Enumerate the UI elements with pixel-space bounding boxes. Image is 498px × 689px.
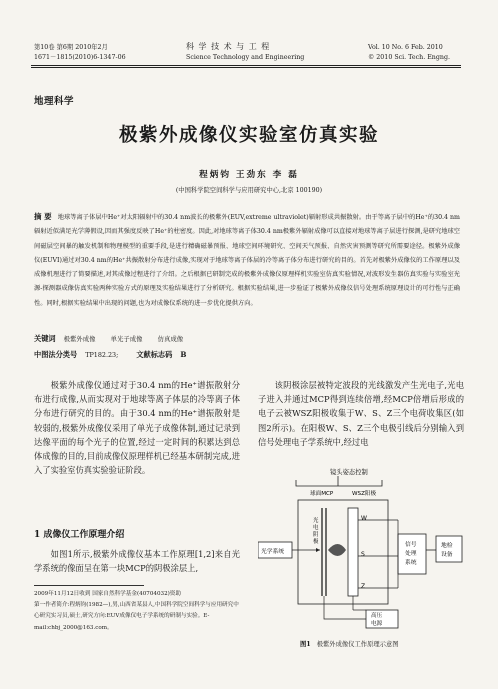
- photocathode-char: 极: [313, 539, 319, 545]
- photocathode-char: 光: [313, 518, 319, 524]
- keyword: 单光子成像: [110, 335, 143, 343]
- authors: 程炳钧 王劲东 李 磊: [199, 170, 299, 180]
- header-rule-2: [31, 67, 461, 68]
- journal-issn: 1671－1815(2010)6-1347-06: [34, 54, 126, 61]
- section-1-heading: 1 成像仪工作原理介绍: [34, 530, 125, 540]
- footnote-rule: [34, 585, 144, 586]
- classification: [34, 350, 192, 360]
- ground-equipment-box: [436, 536, 462, 562]
- figure-caption: [300, 639, 399, 648]
- optical-system-label: 光学系统: [261, 549, 285, 555]
- signal-processing-label: [405, 540, 418, 566]
- s-label: S: [361, 551, 365, 558]
- intro-paragraph: 极紫外成像仪通过对于30.4 nm的He⁺谱振散射分布进行成像,从而实现对于地球等离子体层的冷等离子体分布进行研究的目的。由于30.4 nm的He⁺谱振散射是较弱的,极紫外成像仪采用了单光子成像体制,通过记录到达像平面的每个光子的位置,经过一定时间的积累达到总体成像的目的,目前成像仪原理样机已经基本研制完成,进入了实验室仿真实验验证阶段。: [34, 380, 240, 476]
- hv-line: 高压: [371, 613, 383, 619]
- journal-name-cn: 科 学 技 术 与 工 程: [186, 42, 271, 51]
- journal-issue: 第10卷 第6期 2010年2月: [34, 44, 108, 51]
- sp-line: 处理: [405, 551, 417, 557]
- section-tag: 地理科学: [34, 96, 75, 107]
- doc-code-label: 文献标志码: [136, 350, 173, 359]
- keyword: 极紫外成像: [63, 335, 96, 343]
- classification-label: 中图法分类号: [34, 350, 78, 359]
- photocathode-char: 阴: [313, 532, 319, 538]
- photocathode-char: 电: [313, 525, 319, 531]
- mcp-label: 球面MCP: [310, 491, 334, 497]
- sp-line: 系统: [405, 560, 417, 566]
- z-label: Z: [361, 583, 366, 590]
- right-body: [258, 378, 464, 449]
- page-title: 极紫外成像仪实验室仿真实验: [118, 125, 379, 146]
- footnote: 2009年11月12日收到 国家自然科学基金(40704032)资助 第一作者简介:程炳钧(1982—),男,山西省某县人,中国科学院空间科学与应用研究中心研究实习员,硕士,研究方向:EUV成像仪电子学系统的研制与实验。E-mail:chbj_2000@163.com。: [34, 591, 239, 631]
- keywords-label: 关键词: [34, 334, 56, 343]
- hv-wire: [324, 596, 366, 619]
- figure-caption-text: 极紫外成像仪工作原理示意图: [316, 641, 399, 648]
- figure-1: [258, 464, 466, 632]
- anode-label: WSZ阳极: [352, 491, 377, 497]
- rec-line: 设备: [441, 552, 453, 558]
- anode-plate: [348, 508, 358, 596]
- sp-line: 信号: [405, 542, 417, 548]
- top-bracket: [296, 480, 382, 486]
- keyword: 仿真成像: [157, 335, 184, 343]
- journal-volume: Vol. 10 No. 6 Feb. 2010: [368, 44, 443, 51]
- header-rule: [31, 65, 461, 66]
- photocathode-label: [313, 516, 320, 545]
- figure-top-label: 镜头姿态控制: [330, 469, 368, 476]
- journal-name-en: Science Technology and Engineering: [186, 54, 305, 61]
- w-label: W: [361, 515, 367, 522]
- left-intro: [34, 378, 240, 477]
- journal-copyright: © 2010 Sci. Tech. Engng.: [368, 54, 450, 61]
- section-1-body: [34, 547, 240, 575]
- classification-code: TP182.23;: [85, 351, 119, 359]
- electron-cloud: [328, 544, 346, 556]
- rec-line: 地检: [441, 543, 453, 549]
- hv-line: 电源: [371, 621, 383, 627]
- abstract-text: 地球等离子体层中He⁺对太阳辐射中的30.4 nm波长的极紫外(EUV,extreme ultraviolet)辐射形成共振散射。由于等离子层中的He⁺的30.4 nm辐射近似满足光学薄假设,因而其强度反映了He⁺的柱密度。因此,对地球等离子体30.4 nm极紫外辐射成像可以直接对地球等离子层进行探测,是研究地球空间磁层空间暴的触发机制和物理模型的重要手段,是进行精确磁暴预报、地球空间环境研究、空间天气预报、自然灾害预测等研究所需要途径。极紫外成像仪(EUVI)通过对30.4 nm的He⁺共振散射分布进行成像,实现对于地球等离子体层的冷等离子体分布进行研究的目的。首先对极紫外成像仪的工作原理以及成像机理进行了简要描述,对其成像过程进行了介绍。之后根据已研制完成的极紫外成像仪原理样机实验室仿真实验情况,对波形发生器仿真实验与实验室光源-探测器成像仿真实验两种实验方式的原理及实验结果进行了分析研究。根据实验结果,进一步验证了极紫外成像仪信号处理系统原理设计的可行性与正确性。同时,根据实验结果中出现的问题,也为对成像仪系统的进一步优化提供方向。: [34, 214, 460, 307]
- affiliation: (中国科学院空间科学与应用研究中心,北京 100190): [175, 187, 323, 194]
- doc-code: B: [180, 350, 187, 359]
- right-paragraph: 该阴极涂层被特定波段的光线激发产生光电子,光电子进入并通过MCP得到连续倍增,经MCP倍增后形成的电子云被WSZ阳极收集于W、S、Z三个电荷收集区(如图2所示)。在阳极W、S、Z三个电极引线后分别输入到信号处理电子学系统中,经过电: [258, 380, 464, 447]
- figure-caption-number: 图1: [300, 641, 311, 648]
- abstract: [34, 210, 460, 311]
- arrow-head: [316, 548, 320, 552]
- section-1-paragraph: 如图1所示,极紫外成像仪基本工作原理[1,2]来自光学系统的像面呈在第一块MCP的阴极涂层上,: [34, 549, 240, 574]
- abstract-label: 摘 要: [34, 212, 52, 221]
- keywords: [34, 334, 196, 344]
